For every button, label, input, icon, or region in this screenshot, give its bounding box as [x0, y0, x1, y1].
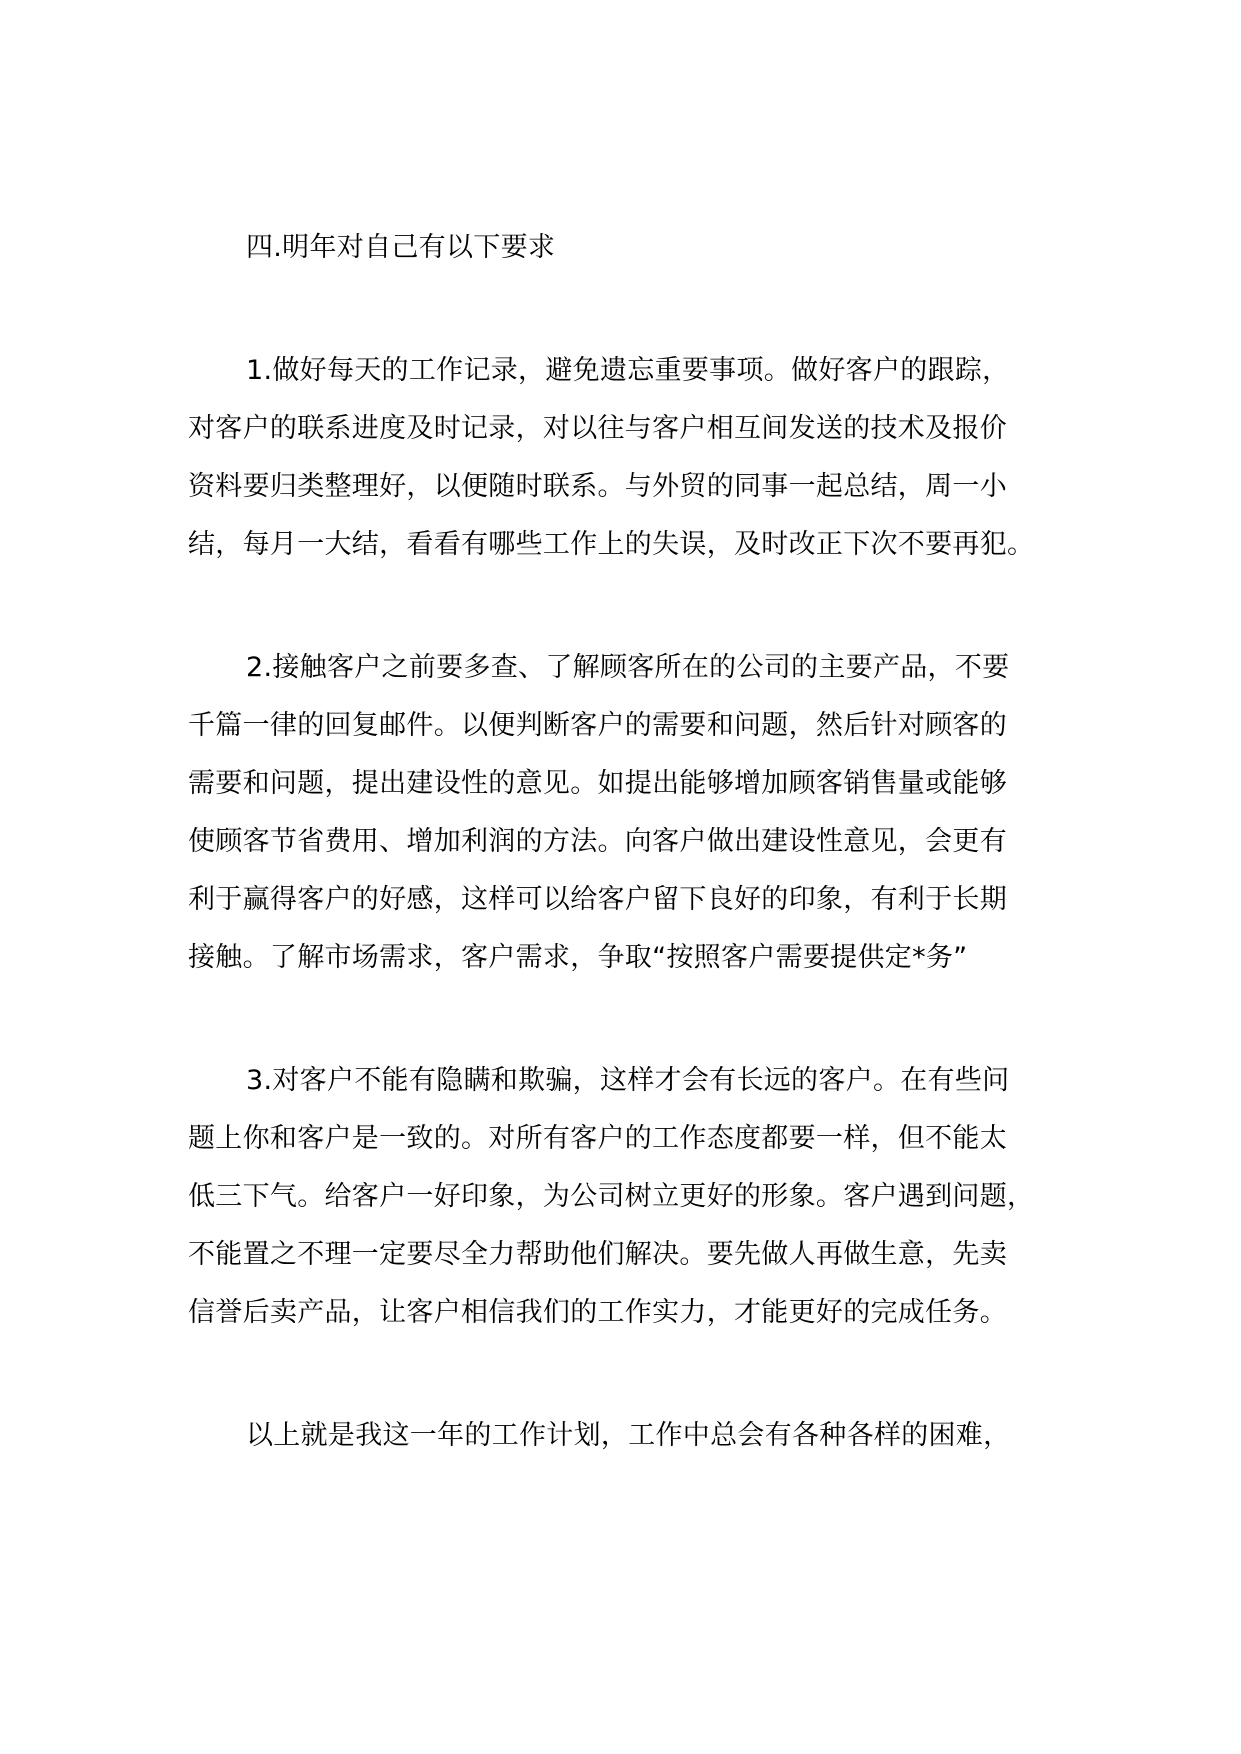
- paragraph-2-line-6: 接触。了解市场需求，客户需求，争取“按照客户需要提供定*务”: [188, 942, 968, 973]
- paragraph-3-line-2: 题上你和客户是一致的。对所有客户的工作态度都要一样，但不能太: [188, 1123, 1007, 1154]
- paragraph-4-line-1: 以上就是我这一年的工作计划，工作中总会有各种各样的困难，: [246, 1420, 1011, 1451]
- paragraph-1-line-3: 资料要归类整理好，以便随时联系。与外贸的同事一起总结，周一小: [188, 471, 1007, 502]
- paragraph-1-line-2: 对客户的联系进度及时记录，对以往与客户相互间发送的技术及报价: [188, 413, 1007, 444]
- paragraph-2-line-5: 利于赢得客户的好感，这样可以给客户留下良好的印象，有利于长期: [188, 884, 1007, 915]
- paragraph-2-line-4: 使顾客节省费用、增加利润的方法。向客户做出建设性意见，会更有: [188, 826, 1007, 857]
- paragraph-3-line-1: 3.对客户不能有隐瞒和欺骗，这样才会有长远的客户。在有些问: [246, 1065, 1010, 1096]
- paragraph-3-line-3: 低三下气。给客户一好印象，为公司树立更好的形象。客户遇到问题，: [188, 1181, 1035, 1212]
- paragraph-1-line-4: 结，每月一大结，看看有哪些工作上的失误，及时改正下次不要再犯。: [188, 529, 1035, 560]
- paragraph-1-line-1: 1.做好每天的工作记录，避免遗忘重要事项。做好客户的跟踪，: [246, 355, 1010, 386]
- paragraph-3-line-5: 信誉后卖产品，让客户相信我们的工作实力，才能更好的完成任务。: [188, 1297, 1007, 1328]
- paragraph-3-line-4: 不能置之不理一定要尽全力帮助他们解决。要先做人再做生意，先卖: [188, 1239, 1007, 1270]
- paragraph-2-line-2: 千篇一律的回复邮件。以便判断客户的需要和问题，然后针对顾客的: [188, 710, 1007, 741]
- section-heading: 四.明年对自己有以下要求: [246, 232, 556, 263]
- paragraph-2-line-3: 需要和问题，提出建设性的意见。如提出能够增加顾客销售量或能够: [188, 768, 1007, 799]
- paragraph-2-line-1: 2.接触客户之前要多查、了解顾客所在的公司的主要产品，不要: [246, 652, 1010, 683]
